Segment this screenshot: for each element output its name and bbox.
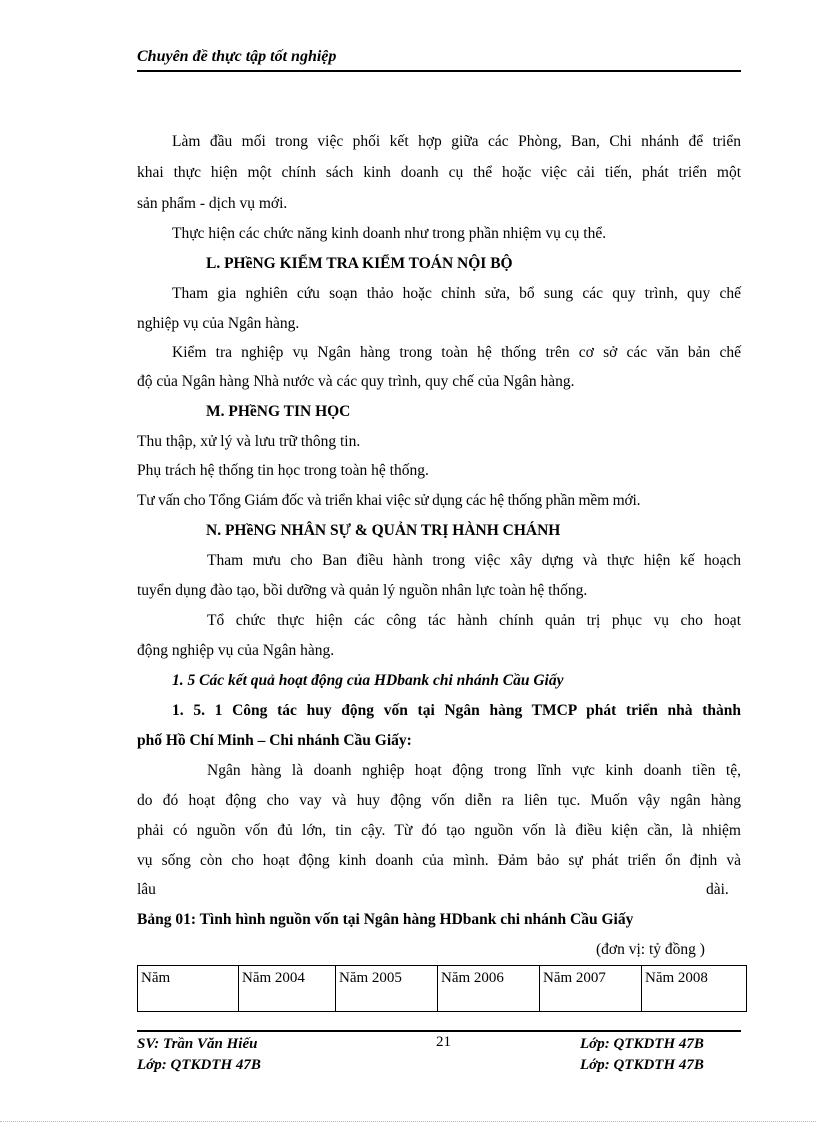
page-number: 21 xyxy=(436,1034,451,1050)
header-rule xyxy=(137,70,741,72)
paragraph-line: Làm đầu mối trong việc phối kết hợp giữa các Phòng, Ban, Chi nhánh để triển xyxy=(172,133,741,150)
table-header-cell: Năm 2008 xyxy=(642,966,747,1012)
section-heading-1-5: 1. 5 Các kết quả hoạt động của HDbank chi nhánh Cầu Giấy xyxy=(172,672,564,689)
paragraph-line: Ngân hàng là doanh nghiệp hoạt động trong lĩnh vực kinh doanh tiền tệ, xyxy=(207,762,741,779)
section-heading-1-5-1: 1. 5. 1 Công tác huy động vốn tại Ngân hàng TMCP phát triển nhà thành xyxy=(172,702,741,719)
footer-rule xyxy=(137,1030,741,1032)
paragraph-line: Kiểm tra nghiệp vụ Ngân hàng trong toàn hệ thống trên cơ sở các văn bản chế xyxy=(172,344,741,361)
paragraph-line: Tham gia nghiên cứu soạn thảo hoặc chỉnh sửa, bổ sung các quy trình, quy chế xyxy=(172,285,741,302)
footer-class-right: Lớp: QTKDTH 47B xyxy=(580,1036,704,1052)
paragraph-line: động nghiệp vụ của Ngân hàng. xyxy=(137,642,335,659)
table-header-cell: Năm 2004 xyxy=(239,966,336,1012)
section-heading-1-5-1-cont: phố Hồ Chí Minh – Chi nhánh Cầu Giấy: xyxy=(137,732,412,749)
table-row xyxy=(138,966,747,1012)
paragraph-line: phải có nguồn vốn đủ lớn, tin cậy. Từ đó tạo nguồn vốn là điều kiện cần, là nhiệm xyxy=(137,822,741,839)
table-header-cell: Năm 2006 xyxy=(438,966,540,1012)
table-header-cell: Năm 2005 xyxy=(336,966,438,1012)
paragraph-line: độ của Ngân hàng Nhà nước và các quy trình, quy chế của Ngân hàng. xyxy=(137,373,575,390)
paragraph-line: Tham mưu cho Ban điều hành trong việc xây dựng và thực hiện kế hoạch xyxy=(207,552,741,569)
footer-class-right: Lớp: QTKDTH 47B xyxy=(580,1057,704,1073)
paragraph-line: dài. xyxy=(706,881,729,898)
paragraph-line: Tư vấn cho Tổng Giám đốc và triển khai việc sử dụng các hệ thống phần mềm mới. xyxy=(137,492,641,509)
section-heading-n: N. PHềNG NHÂN SỰ & QUẢN TRỊ HÀNH CHÁNH xyxy=(206,522,561,539)
header-title: Chuyên đề thực tập tốt nghiệp xyxy=(137,48,337,65)
paragraph-line: sản phẩm - dịch vụ mới. xyxy=(137,195,288,212)
paragraph-line: vụ sống còn cho hoạt động kinh doanh của mình. Đảm bảo sự phát triển ổn định và xyxy=(137,852,741,869)
section-heading-l: L. PHềNG KIỂM TRA KIỂM TOÁN NỘI BỘ xyxy=(206,255,513,272)
paragraph-line: Thực hiện các chức năng kinh doanh như trong phần nhiệm vụ cụ thể. xyxy=(172,225,607,242)
table-header-cell: Năm xyxy=(138,966,239,1012)
paragraph-line: Thu thập, xử lý và lưu trữ thông tin. xyxy=(137,433,361,450)
paragraph-line: Phụ trách hệ thống tin học trong toàn hệ thống. xyxy=(137,462,429,479)
table-caption: Bảng 01: Tình hình nguồn vốn tại Ngân hàng HDbank chi nhánh Cầu Giấy xyxy=(137,911,634,928)
paragraph-line: khai thực hiện một chính sách kinh doanh cụ thể hoặc việc cải tiến, phát triển một xyxy=(137,164,741,181)
paragraph-line: nghiệp vụ của Ngân hàng. xyxy=(137,315,300,332)
footer-student: SV: Trần Văn Hiếu xyxy=(137,1036,258,1052)
page-boundary xyxy=(0,1121,816,1122)
table-unit: (đơn vị: tỷ đồng ) xyxy=(596,941,705,958)
table-header-cell: Năm 2007 xyxy=(540,966,642,1012)
paragraph-line: do đó hoạt động cho vay và huy động vốn diễn ra liên tục. Muốn vậy ngân hàng xyxy=(137,792,741,809)
capital-table xyxy=(137,965,747,1012)
paragraph-line: tuyển dụng đào tạo, bồi dưỡng và quản lý nguồn nhân lực toàn hệ thống. xyxy=(137,582,588,599)
paragraph-line: Tổ chức thực hiện các công tác hành chính quản trị phục vụ cho hoạt xyxy=(207,612,741,629)
paragraph-line: lâu xyxy=(137,881,156,898)
section-heading-m: M. PHềNG TIN HỌC xyxy=(206,403,351,420)
footer-class-left: Lớp: QTKDTH 47B xyxy=(137,1057,261,1073)
